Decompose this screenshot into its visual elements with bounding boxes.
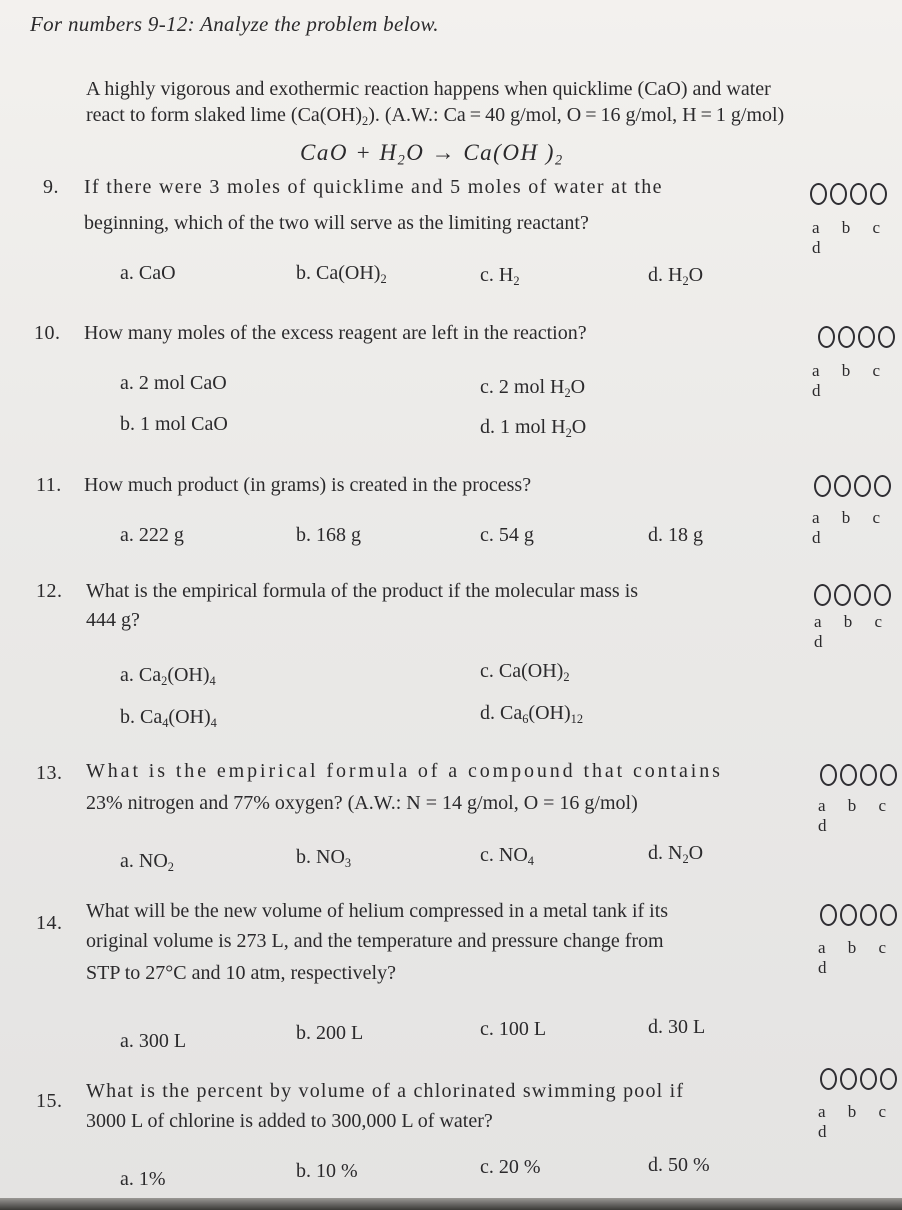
- bubble-c[interactable]: [860, 1068, 877, 1090]
- bubble-letters: a b c d: [818, 796, 896, 835]
- choice-a[interactable]: a. 2 mol CaO: [120, 372, 227, 394]
- bubble-b[interactable]: [834, 584, 851, 606]
- question-text: 23% nitrogen and 77% oxygen? (A.W.: N = 14 g/mol, O = 16 g/mol): [86, 792, 638, 814]
- bubble-a[interactable]: [818, 326, 835, 348]
- intro-line-2: react to form slaked lime $(Ca(OH)_2)$. (A.W.: Ca = 40 g/mol, O = 16 g/mol, H = 1 g/mol): [86, 104, 785, 128]
- choice-a[interactable]: a. 300 L: [120, 1030, 187, 1052]
- bubble-c[interactable]: [854, 475, 871, 497]
- bubble-b[interactable]: [838, 326, 855, 348]
- question-number: 15.: [36, 1090, 63, 1112]
- bubble-a[interactable]: [810, 183, 827, 205]
- bubble-letters: a b c d: [812, 361, 890, 400]
- question-text: 444 g?: [86, 609, 140, 631]
- page-bottom-edge: [0, 1198, 902, 1210]
- answer-bubbles[interactable]: [820, 1068, 897, 1090]
- question-number: 13.: [36, 762, 63, 784]
- question-number: 12.: [36, 580, 63, 602]
- bubble-b[interactable]: [840, 764, 857, 786]
- choice-a[interactable]: a. 1%: [120, 1168, 166, 1190]
- bubble-c[interactable]: [854, 584, 871, 606]
- choice-a[interactable]: a. CaO: [120, 262, 176, 284]
- choice-d[interactable]: d. 50 %: [648, 1154, 710, 1176]
- answer-bubbles[interactable]: [810, 183, 887, 205]
- choice-d[interactable]: d. $N_2O$: [648, 842, 704, 866]
- question-number: 14.: [36, 912, 63, 934]
- bubble-letters: a b c d: [812, 218, 890, 257]
- chemical-equation: CaO + $H_2O \to Ca(OH$ )$_2$: [300, 140, 564, 169]
- question-number: 11.: [36, 474, 62, 496]
- question-text: If there were 3 moles of quicklime and 5 moles of water at the: [84, 176, 663, 198]
- choice-a[interactable]: a. $NO_2$: [120, 850, 174, 874]
- choice-a[interactable]: a. 222 g: [120, 524, 184, 546]
- bubble-b[interactable]: [840, 904, 857, 926]
- bubble-b[interactable]: [830, 183, 847, 205]
- question-number: 9.: [43, 176, 59, 198]
- question-text: beginning, which of the two will serve as the limiting reactant?: [84, 212, 589, 234]
- bubble-c[interactable]: [860, 764, 877, 786]
- answer-bubbles[interactable]: [820, 764, 897, 786]
- bubble-c[interactable]: [858, 326, 875, 348]
- answer-bubbles[interactable]: [814, 584, 891, 606]
- bubble-a[interactable]: [820, 764, 837, 786]
- bubble-d[interactable]: [880, 904, 897, 926]
- bubble-b[interactable]: [840, 1068, 857, 1090]
- answer-bubbles[interactable]: [814, 475, 891, 497]
- bubble-b[interactable]: [834, 475, 851, 497]
- bubble-d[interactable]: [880, 1068, 897, 1090]
- choice-b[interactable]: b. 1 mol CaO: [120, 413, 228, 435]
- question-text: What is the empirical formula of a compound that contains: [86, 760, 723, 782]
- bubble-c[interactable]: [850, 183, 867, 205]
- choice-d[interactable]: d. 30 L: [648, 1016, 706, 1038]
- choice-b[interactable]: b. $NO_3$: [296, 846, 352, 870]
- choice-d[interactable]: d. 1 mol $H_2O$: [480, 416, 587, 440]
- answer-bubbles[interactable]: [818, 326, 895, 348]
- choice-c[interactable]: c. 20 %: [480, 1156, 541, 1178]
- choice-b[interactable]: b. $Ca_4(OH)_4$: [120, 706, 217, 730]
- choice-b[interactable]: b. $Ca(OH)_2$: [296, 262, 387, 286]
- question-text: STP to 27°C and 10 atm, respectively?: [86, 962, 396, 984]
- bubble-a[interactable]: [814, 584, 831, 606]
- bubble-letters: a b c d: [818, 938, 896, 977]
- choice-d[interactable]: d. $Ca_6(OH)_{12}$: [480, 702, 584, 726]
- choice-a[interactable]: a. $Ca_2(OH)_4$: [120, 664, 216, 688]
- bubble-a[interactable]: [820, 904, 837, 926]
- intro-line-1: A highly vigorous and exothermic reaction happens when quicklime (CaO) and water: [86, 78, 771, 100]
- bubble-letters: a b c d: [814, 612, 892, 651]
- choice-b[interactable]: b. 168 g: [296, 524, 361, 546]
- question-number: 10.: [34, 322, 61, 344]
- bubble-letters: a b c d: [818, 1102, 896, 1141]
- question-text: What will be the new volume of helium compressed in a metal tank if its: [86, 900, 669, 922]
- question-text: 3000 L of chlorine is added to 300,000 L of water?: [86, 1110, 493, 1132]
- choice-c[interactable]: c. $Ca(OH)_2$: [480, 660, 570, 684]
- choice-d[interactable]: d. $H_2O$: [648, 264, 704, 288]
- bubble-d[interactable]: [874, 584, 891, 606]
- choice-c[interactable]: c. 100 L: [480, 1018, 547, 1040]
- choice-d[interactable]: d. 18 g: [648, 524, 703, 546]
- bubble-d[interactable]: [878, 326, 895, 348]
- choice-c[interactable]: c. 54 g: [480, 524, 534, 546]
- bubble-c[interactable]: [860, 904, 877, 926]
- section-header: For numbers 9-12: Analyze the problem below.: [30, 12, 439, 36]
- choice-c[interactable]: c. $NO_4$: [480, 844, 534, 868]
- bubble-letters: a b c d: [812, 508, 890, 547]
- bubble-d[interactable]: [874, 475, 891, 497]
- question-text: How many moles of the excess reagent are left in the reaction?: [84, 322, 587, 344]
- bubble-d[interactable]: [870, 183, 887, 205]
- bubble-d[interactable]: [880, 764, 897, 786]
- choice-c[interactable]: c. $H_2$: [480, 264, 520, 288]
- bubble-a[interactable]: [820, 1068, 837, 1090]
- question-text: original volume is 273 L, and the temperature and pressure change from: [86, 930, 664, 952]
- choice-b[interactable]: b. 10 %: [296, 1160, 358, 1182]
- answer-bubbles[interactable]: [820, 904, 897, 926]
- choice-c[interactable]: c. 2 mol $H_2O$: [480, 376, 586, 400]
- choice-b[interactable]: b. 200 L: [296, 1022, 364, 1044]
- question-text: How much product (in grams) is created in the process?: [84, 474, 532, 496]
- question-text: What is the empirical formula of the product if the molecular mass is: [86, 580, 639, 602]
- question-text: What is the percent by volume of a chlorinated swimming pool if: [86, 1080, 685, 1102]
- bubble-a[interactable]: [814, 475, 831, 497]
